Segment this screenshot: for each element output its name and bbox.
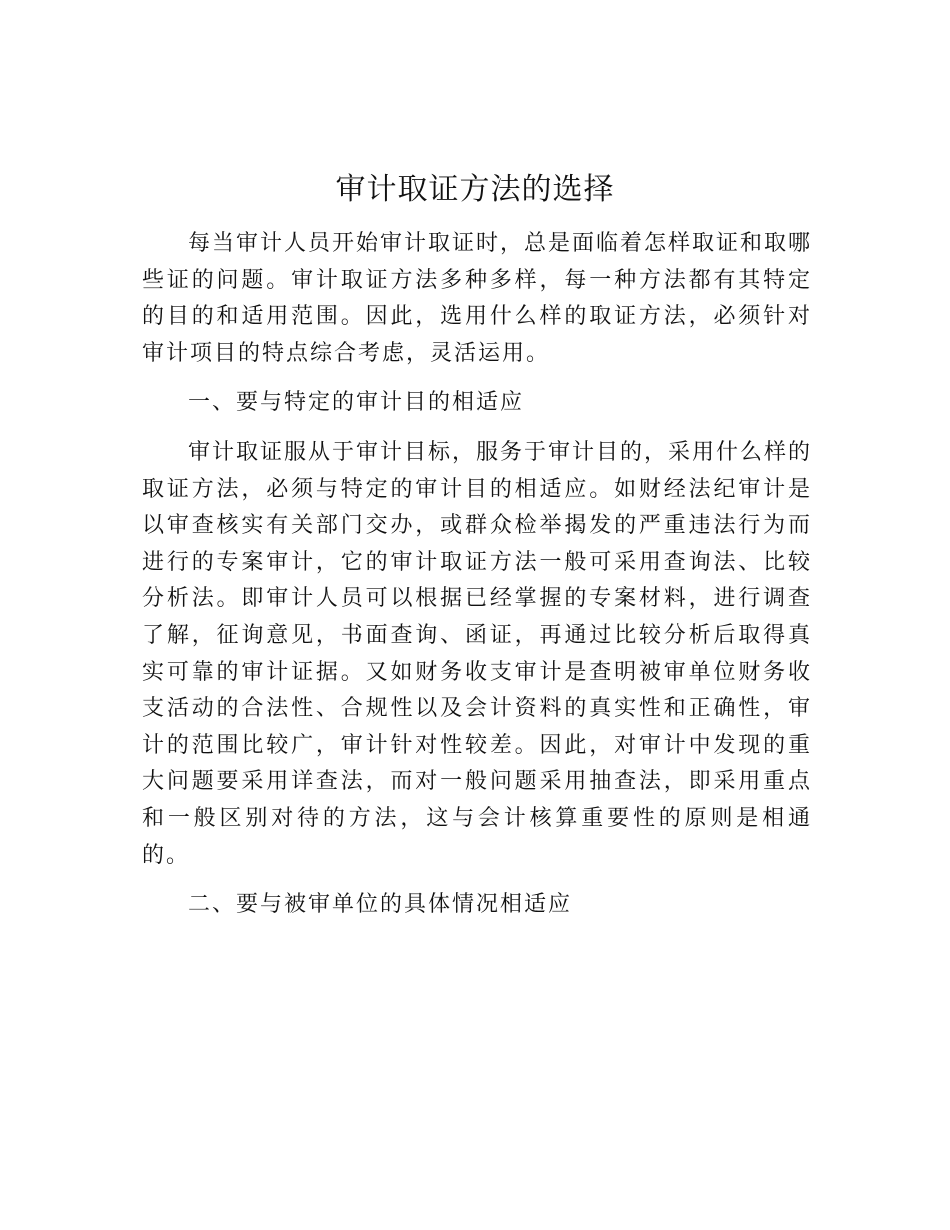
document-body <box>142 226 812 924</box>
paragraph-gap <box>142 422 812 435</box>
document-title: 审计取证方法的选择 <box>335 172 615 207</box>
section-heading-1: 一、要与特定的审计目的相适应 <box>188 390 525 416</box>
paragraph-gap <box>142 372 812 385</box>
paragraph-gap <box>142 874 812 887</box>
section-heading-2: 二、要与被审单位的具体情况相适应 <box>188 892 573 918</box>
intro-paragraph: 每当审计人员开始审计取证时，总是面临着怎样取证和取哪些证的问题。审计取证方法多种多样，每一种方法都有其特定的目的和适用范围。因此，选用什么样的取证方法，必须针对审计项目的特点综合考虑，灵活运用。 <box>142 231 813 366</box>
section-1-paragraph: 审计取证服从于审计目标，服务于审计目的，采用什么样的取证方法，必须与特定的审计目的相适应。如财经法纪审计是以审查核实有关部门交办，或群众检举揭发的严重违法行为而进行的专案审计，它的审计取证方法一般可采用查询法、比较分析法。即审计人员可以根据已经掌握的专案材料，进行调查了解，征询意见，书面查询、函证，再通过比较分析后取得真实可靠的审计证据。又如财务收支审计是查明被审单位财务收支活动的合法性、合规性以及会计资料的真实性和正确性，审计的范围比较广，审计针对性较差。因此，对审计中发现的重大问题要采用详查法，而对一般问题采用抽查法，即采用重点和一般区别对待的方法，这与会计核算重要性的原则是相通的。 <box>142 439 813 868</box>
